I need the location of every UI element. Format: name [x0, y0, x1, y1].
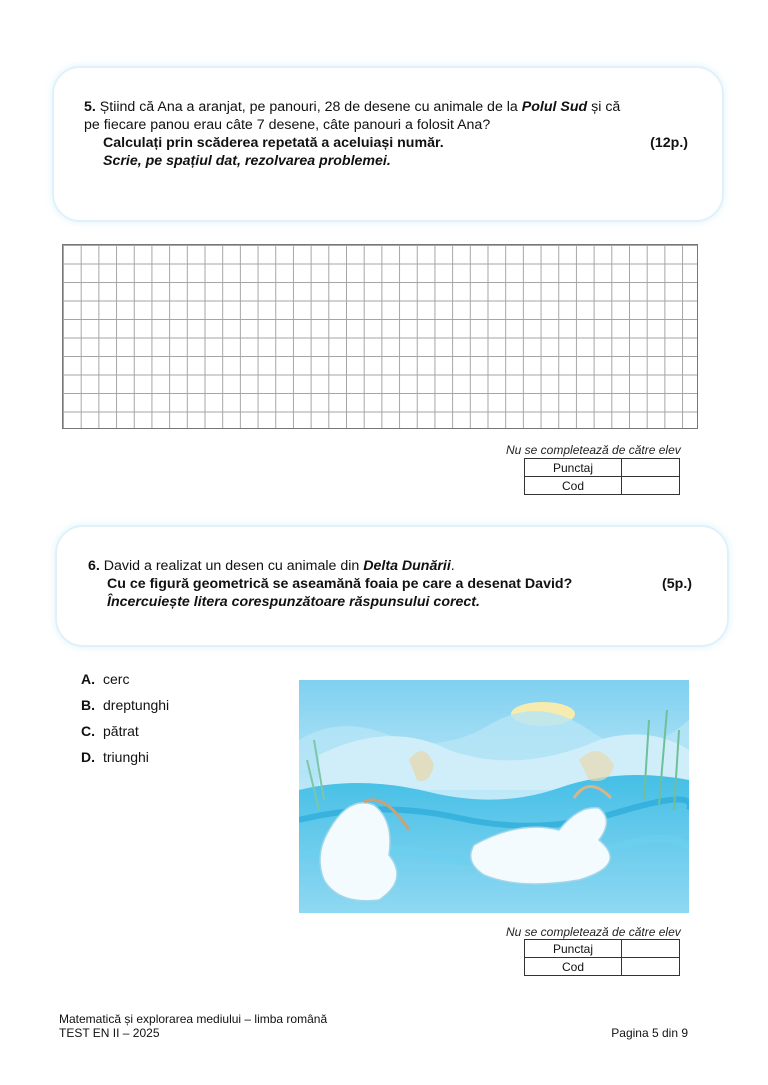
question-6-question: Cu ce figură geometrică se aseamănă foaia pe care a desenat David? — [107, 576, 573, 592]
cod-label: Cod — [525, 477, 622, 495]
option-b[interactable]: B. dreptunghi — [81, 697, 170, 713]
question-5-text — [84, 98, 688, 170]
question-6-instruction: Încercuiește litera corespunzătoare răspunsului corect. — [107, 594, 480, 610]
question-6-line-1: 6. David a realizat un desen cu animale din Delta Dunării. — [88, 558, 455, 574]
footer-page-number: Pagina 5 din 9 — [611, 1026, 688, 1040]
punctaj-label: Punctaj — [525, 940, 622, 958]
option-a[interactable]: A. cerc — [81, 671, 130, 687]
question-6-points: (5p.) — [662, 576, 692, 592]
question-6-text — [88, 557, 692, 611]
punctaj-cell — [622, 459, 680, 477]
question-5-write-instruction: Scrie, pe spațiul dat, rezolvarea problemei. — [103, 153, 391, 169]
score-note-1: Nu se completează de către elev — [506, 443, 681, 457]
cod-cell — [622, 958, 680, 976]
danube-delta-drawing — [299, 680, 689, 913]
score-table-2 — [524, 939, 680, 976]
answer-grid[interactable] — [62, 244, 698, 429]
option-d[interactable]: D. triunghi — [81, 749, 149, 765]
footer-subject: Matematică și explorarea mediului – limba română TEST EN II – 2025 — [59, 1012, 328, 1040]
question-5-points: (12p.) — [650, 135, 688, 151]
question-5-line-2: pe fiecare panou erau câte 7 desene, câte panouri a folosit Ana? — [84, 117, 491, 133]
question-5-instruction: Calculați prin scăderea repetată a aceluiași număr. — [103, 135, 444, 151]
cod-label: Cod — [525, 958, 622, 976]
score-table-1 — [524, 458, 680, 495]
score-note-2: Nu se completează de către elev — [506, 925, 681, 939]
punctaj-cell — [622, 940, 680, 958]
punctaj-label: Punctaj — [525, 459, 622, 477]
option-c[interactable]: C. pătrat — [81, 723, 139, 739]
answer-options — [81, 670, 169, 774]
cod-cell — [622, 477, 680, 495]
question-5-line-1: 5. Știind că Ana a aranjat, pe panouri, 28 de desene cu animale de la Polul Sud și că — [84, 99, 621, 115]
